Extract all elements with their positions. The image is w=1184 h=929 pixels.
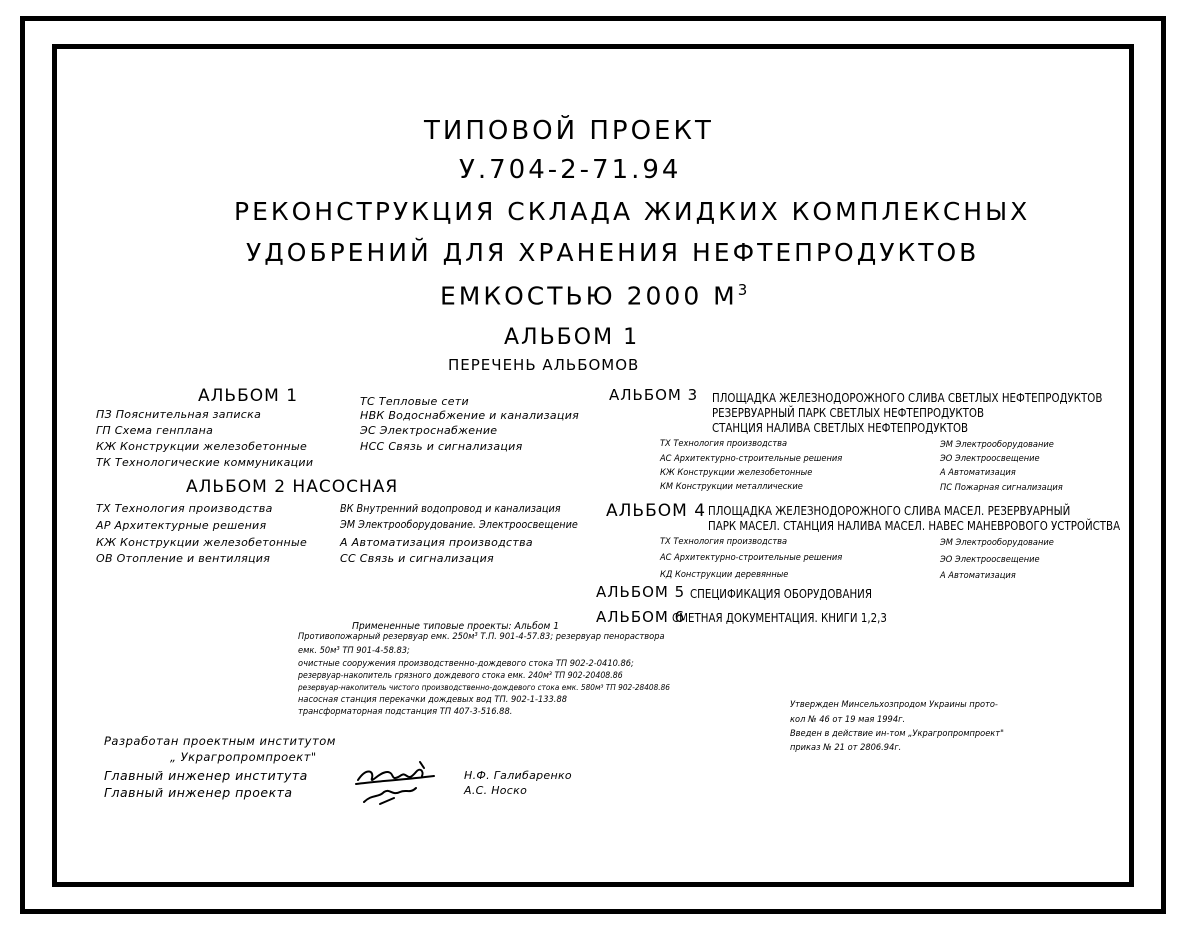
album3-line: ПЛОЩАДКА ЖЕЛЕЗНОДОРОЖНОГО СЛИВА СВЕТЛЫХ НЕФТЕПРОДУКТОВ [712,390,1103,405]
album2-item: АР Архитектурные решения [96,519,267,532]
album2-item: СС Связь и сигнализация [340,552,494,565]
album1-title: АЛЬБОМ 1 [198,386,299,406]
album4-label: АЛЬБОМ 4 [606,501,707,521]
album1-item: КЖ Конструкции железобетонные [96,440,308,453]
album2-item: ЭМ Электрооборудование. Электроосвещение [340,519,578,531]
chief-engineer-project-label: Главный инженер проекта [104,785,293,800]
applied-line: резервуар-накопитель чистого производственно-дождевого стока емк. 580м³ ТП 902-28408.86 [298,683,670,692]
album2-item: ВК Внутренний водопровод и канализация [340,503,561,515]
title-line-3: ЕМКОСТЬЮ 2000 $М^3$ [440,281,751,311]
album4-item: КД Конструкции деревянные [660,570,789,580]
album2-item: ОВ Отопление и вентиляция [96,552,271,565]
album1-item: ГП Схема генплана [96,424,214,437]
chief-engineer-project-name: А.С. Носко [464,784,528,797]
album1-item: ТС Тепловые сети [360,395,469,408]
album2-item: КЖ Конструкции железобетонные [96,536,308,549]
album3-line: РЕЗЕРВУАРНЫЙ ПАРК СВЕТЛЫХ НЕФТЕПРОДУКТОВ [712,405,985,420]
album6-text: СМЕТНАЯ ДОКУМЕНТАЦИЯ. КНИГИ 1,2,3 [672,610,887,625]
developer-institute: „ Украгропромпроект" [170,750,317,764]
chief-engineer-institute-name: Н.Ф. Галибаренко [464,769,572,782]
applied-line: трансформаторная подстанция ТП 407-3-516.88. [298,707,513,717]
title-line-2: УДОБРЕНИЙ ДЛЯ ХРАНЕНИЯ НЕФТЕПРОДУКТОВ [246,238,980,267]
album4-item: А Автоматизация [940,571,1016,581]
album3-item: КЖ Конструкции железобетонные [660,468,813,478]
album1-item: ЭС Электроснабжение [360,424,498,437]
approved-line: Введен в действие ин-том „Украгропромпроект" [790,729,1004,739]
album6-label: АЛЬБОМ 6 [596,608,686,626]
signature-1 [356,762,434,784]
album4-item: ТХ Технология производства [660,537,788,547]
album2-title: АЛЬБОМ 2 НАСОСНАЯ [186,477,399,497]
applied-line: насосная станция перекачки дождевых вод ТП. 902-1-133.88 [298,695,567,705]
album3-line: СТАНЦИЯ НАЛИВА СВЕТЛЫХ НЕФТЕПРОДУКТОВ [712,420,969,435]
approved-line: кол № 46 от 19 мая 1994г. [790,715,906,725]
developer-line: Разработан проектным институтом [104,734,336,748]
album4-line: ПАРК МАСЕЛ. СТАНЦИЯ НАЛИВА МАСЕЛ. НАВЕС МАНЕВРОВОГО УСТРОЙСТВА [708,518,1121,533]
album3-item: ТХ Технология производства [660,439,788,449]
album1-item: ПЗ Пояснительная записка [96,408,262,421]
album3-item: АС Архитектурно-строительные решения [660,454,843,464]
applied-line: емк. 50м³ ТП 901-4-58.83; [298,646,410,656]
album1-item: НСС Связь и сигнализация [360,440,523,453]
albums-list-title: ПЕРЕЧЕНЬ АЛЬБОМОВ [448,356,640,374]
album4-line: ПЛОЩАДКА ЖЕЛЕЗНОДОРОЖНОГО СЛИВА МАСЕЛ. РЕЗЕРВУАРНЫЙ [708,503,1071,518]
applied-line: резервуар-накопитель грязного дождевого стока емк. 240м³ ТП 902-20408.86 [298,671,623,681]
signature-image [350,758,440,808]
album1-item: ТК Технологические коммуникации [96,456,314,469]
title-line-1: РЕКОНСТРУКЦИЯ СКЛАДА ЖИДКИХ КОМПЛЕКСНЫХ [234,197,1031,226]
signature-2 [364,788,416,804]
applied-line: Противопожарный резервуар емк. 250м³ Т.П. 901-4-57.83; резервуар пенораствора [298,632,665,642]
album3-item: ПС Пожарная сигнализация [940,483,1063,493]
album4-item: ЭО Электроосвещение [940,555,1040,565]
album4-item: ЭМ Электрооборудование [940,538,1054,548]
applied-title: Примененные типовые проекты: Альбом 1 [352,621,560,632]
chief-engineer-institute-label: Главный инженер института [104,768,308,783]
album2-item: А Автоматизация производства [340,536,533,549]
doc-type: ТИПОВОЙ ПРОЕКТ [424,116,714,146]
album4-item: АС Архитектурно-строительные решения [660,553,843,563]
album2-item: ТХ Технология производства [96,502,273,515]
album3-item: ЭО Электроосвещение [940,454,1040,464]
project-code: У.704-2-71.94 [459,155,682,185]
album3-item: А Автоматизация [940,468,1016,478]
album3-item: ЭМ Электрооборудование [940,440,1054,450]
album3-label: АЛЬБОМ 3 [609,386,699,404]
album5-text: СПЕЦИФИКАЦИЯ ОБОРУДОВАНИЯ [690,586,872,601]
approved-line: приказ № 21 от 2806.94г. [790,743,902,753]
approved-line: Утвержден Минсельхозпродом Украины прото- [790,700,998,710]
album3-item: КМ Конструкции металлические [660,482,803,492]
album-heading: АЛЬБОМ 1 [504,325,640,350]
album5-label: АЛЬБОМ 5 [596,583,686,601]
applied-line: очистные сооружения производственно-дождевого стока ТП 902-2-0410.86; [298,659,634,669]
album1-item: НВК Водоснабжение и канализация [360,409,580,422]
